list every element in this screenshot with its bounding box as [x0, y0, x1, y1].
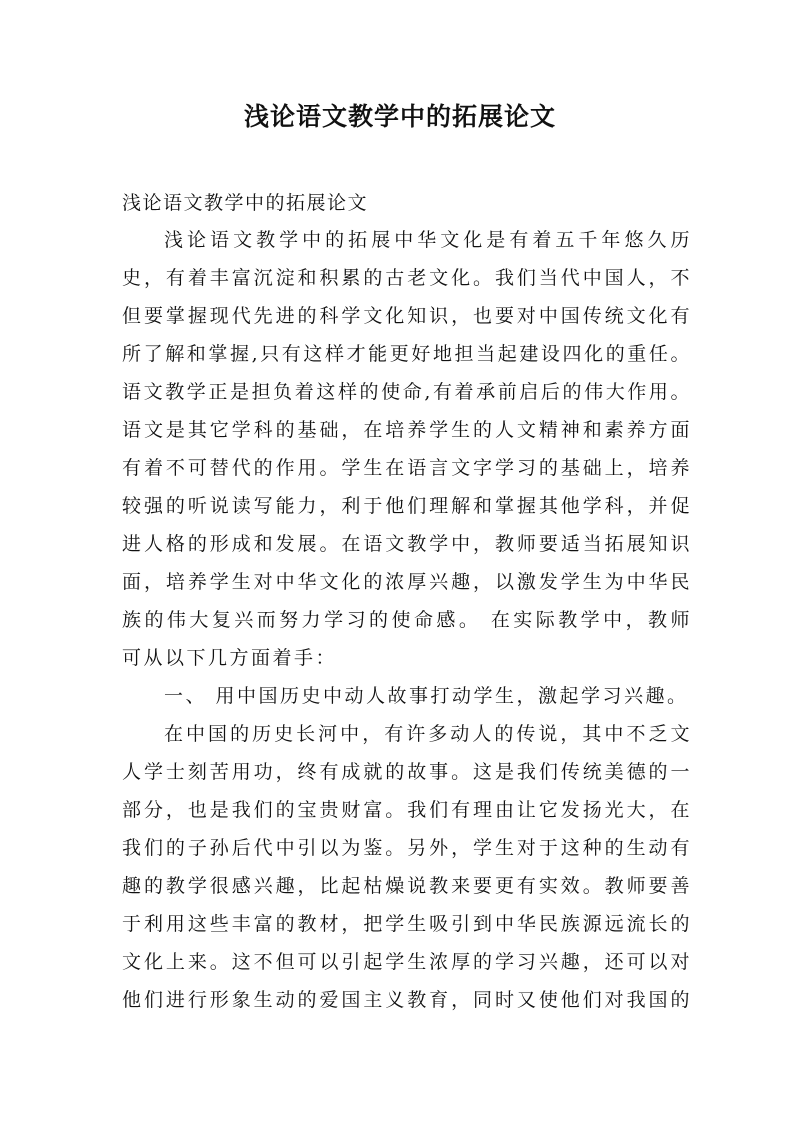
paragraph-line: 人学士刻苦用功，终有成就的故事。这是我们传统美德的一: [122, 761, 692, 783]
paragraph-line: 在中国的历史长河中，有许多动人的传说，其中不乏文: [164, 723, 692, 745]
paragraph-line: 较强的听说读写能力，利于他们理解和掌握其他学科，并促: [122, 495, 692, 517]
paragraph-line: 史，有着丰富沉淀和积累的古老文化。我们当代中国人，不: [122, 267, 692, 289]
paragraph-line: 部分，也是我们的宝贵财富。我们有理由让它发扬光大，在: [122, 799, 692, 821]
paragraph-line: 他们进行形象生动的爱国主义教育，同时又使他们对我国的: [122, 989, 692, 1011]
paragraph-line: 面，培养学生对中华文化的浓厚兴趣，以激发学生为中华民: [122, 571, 692, 593]
paragraph-line: 语文是其它学科的基础，在培养学生的人文精神和素养方面: [122, 419, 692, 441]
paragraph-line: 我们的子孙后代中引以为鉴。另外，学生对于这种的生动有: [122, 837, 692, 859]
paragraph-line: 文化上来。这不但可以引起学生浓厚的学习兴趣，还可以对: [122, 951, 692, 973]
paragraph-line: 进人格的形成和发展。在语文教学中，教师要适当拓展知识: [122, 533, 692, 555]
paragraph-line: 但要掌握现代先进的科学文化知识，也要对中国传统文化有: [122, 305, 692, 327]
paragraph-line: 可从以下几方面着手：: [122, 647, 338, 669]
paragraph-line: 趣的教学很感兴趣，比起枯燥说教来要更有实效。教师要善: [122, 875, 692, 897]
paragraph-line: 浅论语文教学中的拓展中华文化是有着五千年悠久历: [164, 229, 692, 251]
paragraph-line: 语文教学正是担负着这样的使命,有着承前启后的伟大作用。: [122, 381, 692, 403]
subtitle-line: 浅论语文教学中的拓展论文: [122, 192, 369, 214]
document-body: [122, 185, 692, 1019]
paragraph-line: 所了解和掌握,只有这样才能更好地担当起建设四化的重任。: [122, 343, 692, 365]
paragraph-line: 族的伟大复兴而努力学习的使命感。 在实际教学中，教师: [122, 609, 692, 631]
document-title: 浅论语文教学中的拓展论文: [243, 102, 556, 131]
paragraph-line: 有着不可替代的作用。学生在语言文字学习的基础上，培养: [122, 457, 692, 479]
paragraph-line: 于利用这些丰富的教材，把学生吸引到中华民族源远流长的: [122, 913, 692, 935]
section-heading: 一、 用中国历史中动人故事打动学生，激起学习兴趣。: [164, 685, 689, 707]
